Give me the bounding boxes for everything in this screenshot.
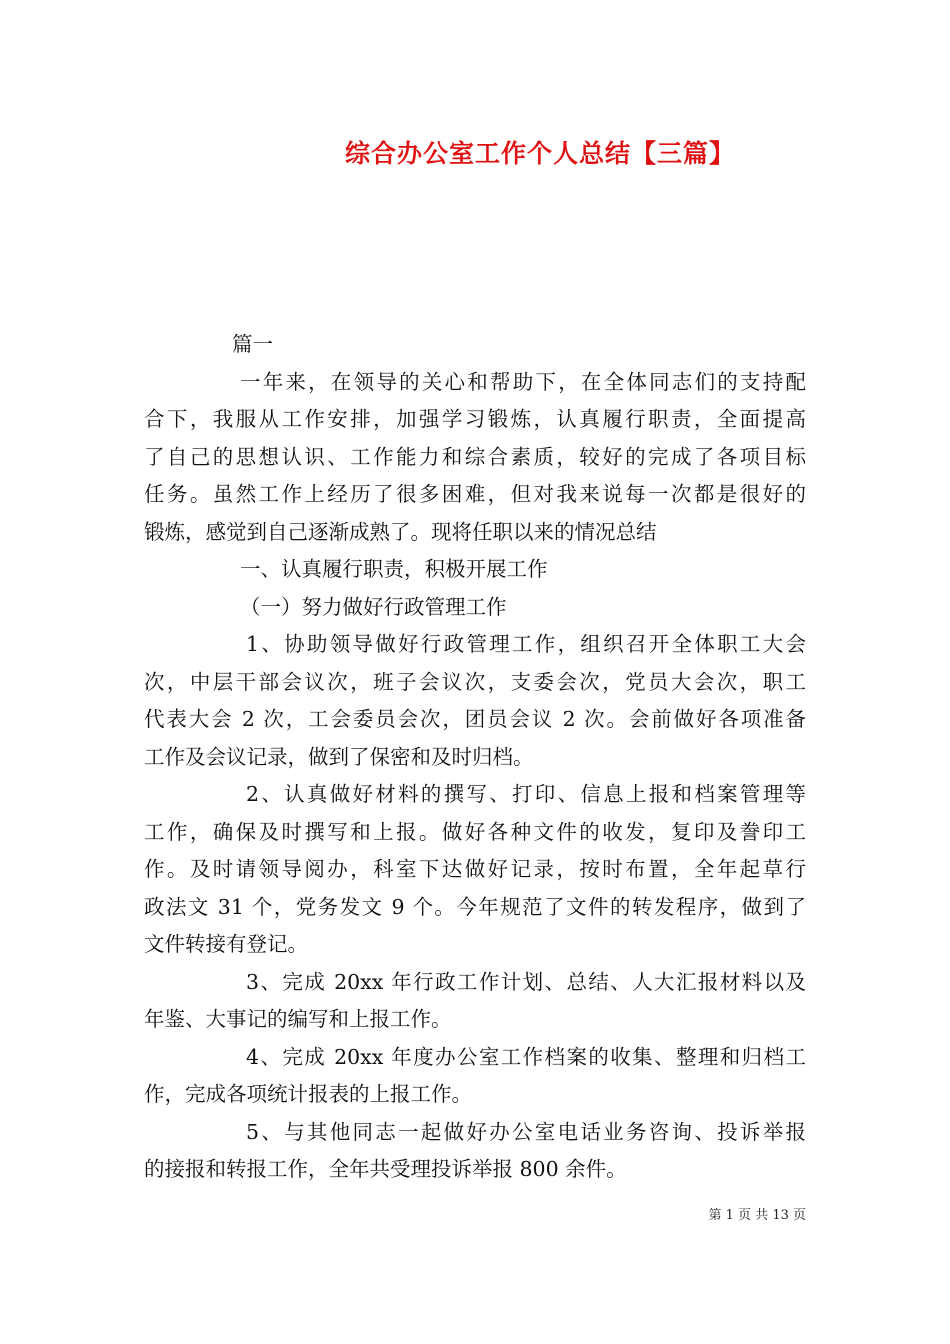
text-line: 合下，我服从工作安排，加强学习锻炼，认真履行职责，全面提高 [144,407,806,431]
text-line: 工作，确保及时撰写和上报。做好各种文件的收发，复印及誊印工 [144,819,806,844]
text-line: 次，中层干部会议次，班子会议次，支委会次，党员大会次，职工 [144,669,806,694]
text-line: 任务。虽然工作上经历了很多困难，但对我来说每一次都是很好的 [144,482,806,506]
text-line: 一、认真履行职责，积极开展工作 [240,557,548,581]
text-line: 文件转接有登记。 [144,932,308,956]
text-line: 年鉴、大事记的编写和上报工作。 [144,1007,452,1031]
text-line: 锻炼，感觉到自己逐渐成熟了。现将任职以来的情况总结 [144,519,657,544]
text-line: 代表大会 2 次，工会委员会次，团员会议 2 次。会前做好各项准备 [144,707,806,731]
document-title: 综合办公室工作个人总结【三篇】 [344,139,735,168]
page-footer: 第 1 页 共 13 页 [708,1208,806,1223]
text-line: 2、认真做好材料的撰写、打印、信息上报和档案管理等 [246,782,806,806]
text-line: 5、与其他同志一起做好办公室电话业务咨询、投诉举报 [246,1119,806,1144]
text-line: 篇一 [232,332,273,356]
text-line: 了自己的思想认识、工作能力和综合素质，较好的完成了各项目标 [144,444,806,469]
text-line: 作，完成各项统计报表的上报工作。 [144,1082,472,1106]
text-line: （一）努力做好行政管理工作 [240,594,507,619]
text-line: 1、协助领导做好行政管理工作，组织召开全体职工大会 [246,632,806,656]
text-line: 政法文 31 个，党务发文 9 个。今年规范了文件的转发程序，做到了 [144,894,806,919]
text-line: 作。及时请领导阅办，科室下达做好记录，按时布置，全年起草行 [144,857,806,881]
text-line: 4、完成 20xx 年度办公室工作档案的收集、整理和归档工 [246,1044,806,1069]
text-line: 3、完成 20xx 年行政工作计划、总结、人大汇报材料以及 [246,969,806,994]
text-line: 工作及会议记录，做到了保密和及时归档。 [144,744,534,769]
text-line: 一年来，在领导的关心和帮助下，在全体同志们的支持配 [240,369,806,394]
text-line: 的接报和转报工作，全年共受理投诉举报 800 余件。 [144,1157,627,1181]
document-body [144,326,806,1189]
